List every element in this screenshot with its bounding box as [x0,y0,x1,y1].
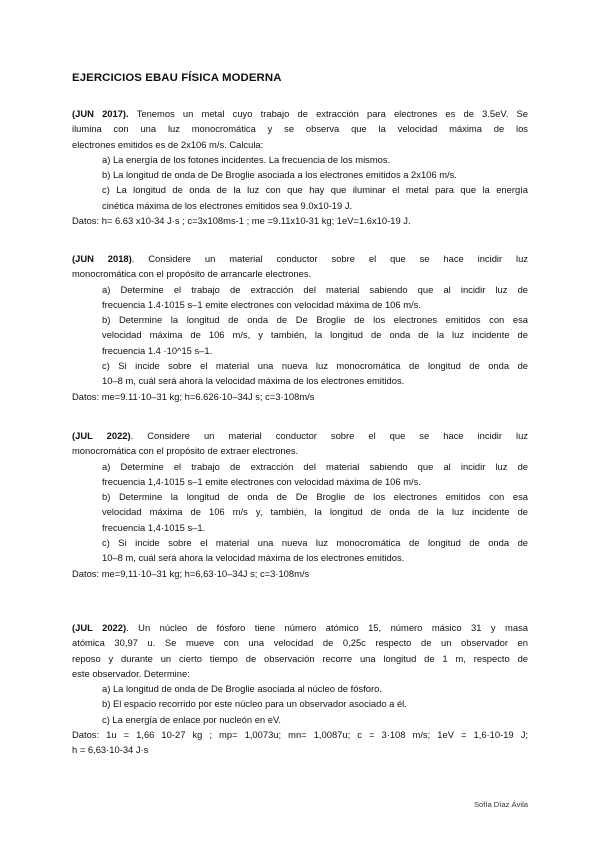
part-a-cont: frecuencia 1.4·1015 s–1 emite electrones con velocidad máxima de 106 m/s. [102,298,421,310]
part-b: b) La longitud de onda de De Broglie asociada a los electrones emitidos a 2x106 m/s. [102,169,457,181]
part-b-cont: velocidad máxima de 106 m/s y, también, la longitud de onda de la luz incidente de [102,506,528,518]
statement-line: (JUL 2022). Un núcleo de fósforo tiene número atómico 15, número másico 31 y masa [72,622,528,633]
part-c: c) La energía de enlace por nucleón en eV. [102,713,281,725]
part-a: a) La longitud de onda de De Broglie asociada al núcleo de fósforo. [102,683,382,695]
data-line: Datos: me=9.11·10–31 kg; h=6.626·10–34J s; c=3·108m/s [72,390,315,402]
part-b: b) Determine la longitud de onda de De Broglie de los electrones emitidos con esa [102,491,528,503]
part-a: a) La energía de los fotones incidentes. La frecuencia de los mismos. [102,153,391,165]
statement-line: (JUL 2022). Considere un material conductor sobre el que se hace incidir luz [72,430,528,441]
exercise-jul-2022-b [72,620,528,758]
exercise-label: (JUN 2017). [72,108,129,119]
statement-line: reposo y durante un cierto tiempo de observación recorre una longitud de 1 m, respecto de [72,652,528,664]
exercise-jun-2017 [72,106,528,228]
page-title: EJERCICIOS EBAU FÍSICA MODERNA [72,72,282,84]
part-b: b) Determine la longitud de onda de De Broglie de los electrones emitidos con esa [102,314,528,326]
part-c-cont: cinética máxima de los electrones emitidos sea 9.0x10-19 J. [102,199,353,211]
exercise-label: (JUL 2022) [72,430,131,441]
data-line: Datos: h= 6.63 x10-34 J·s ; c=3x108ms-1 ; me =9.11x10-31 kg; 1eV=1.6x10-19 J. [72,215,411,227]
statement-line: este observador. Determine: [72,667,190,679]
part-c: c) Si incide sobre el material una nueva luz monocromática de longitud de onda de [102,360,528,372]
statement-line: electrones emitidos es de 2x106 m/s. Calcula: [72,138,264,150]
data-line: Datos: 1u = 1,66 10-27 kg ; mp= 1,0073u; mn= 1,0087u; c = 3·108 m/s; 1eV = 1,6·10-19 J; [72,729,528,741]
data-line: Datos: me=9,11·10–31 kg; h=6,63·10–34J s; c=3·108m/s [72,567,310,579]
statement-line: ilumina con una luz monocromática y se observa que la velocidad máxima de los [72,123,528,135]
part-a: a) Determine el trabajo de extracción del material sabiendo que al incidir luz de [102,283,528,295]
part-b-cont: velocidad máxima de 106 m/s, y también, la longitud de onda de la luz incidente de [102,329,528,341]
exercise-label: (JUL 2022) [72,622,127,633]
exercise-jun-2018 [72,251,528,404]
part-c-cont: 10–8 m, cuál será ahora la velocidad máxima de los electrones emitidos. [102,375,405,387]
part-c: c) La longitud de onda de la luz con que hay que iluminar el metal para que la energía [102,184,528,196]
statement-line: (JUN 2017). Tenemos un metal cuyo trabajo de extracción para electrones es de 3.5eV. Se [72,108,529,119]
part-b-cont: frecuencia 1.4 ·10^15 s–1. [102,344,213,356]
part-b: b) El espacio recorrido por este núcleo para un observador asociado a él. [102,698,407,710]
statement-line: atómica 30,97 u. Se mueve con una velocidad de 0,25c respecto de un observador en [72,637,528,649]
data-line: h = 6,63·10-34 J·s [72,744,149,756]
exercise-label: (JUN 2018) [72,253,132,264]
part-b-cont: frecuencia 1,4·1015 s–1. [102,521,206,533]
part-c: c) Si incide sobre el material una nueva luz monocromática de longitud de onda de [102,537,528,549]
part-c-cont: 10–8 m, cuál será ahora la velocidad máxima de los electrones emitidos. [102,552,405,564]
statement-line: monocromática con el propósito de extraer electrones. [72,445,299,457]
part-a-cont: frecuencia 1,4·1015 s–1 emite electrones con velocidad máxima de 106 m/s. [102,475,421,487]
part-a: a) Determine el trabajo de extracción del material sabiendo que al incidir luz de [102,460,528,472]
author-footer: Sofía Díaz Ávila [473,800,528,809]
exercise-jul-2022-a [72,428,528,581]
statement-line: (JUN 2018). Considere un material conductor sobre el que se hace incidir luz [72,253,528,264]
statement-line: monocromática con el propósito de arrancarle electrones. [72,268,312,280]
